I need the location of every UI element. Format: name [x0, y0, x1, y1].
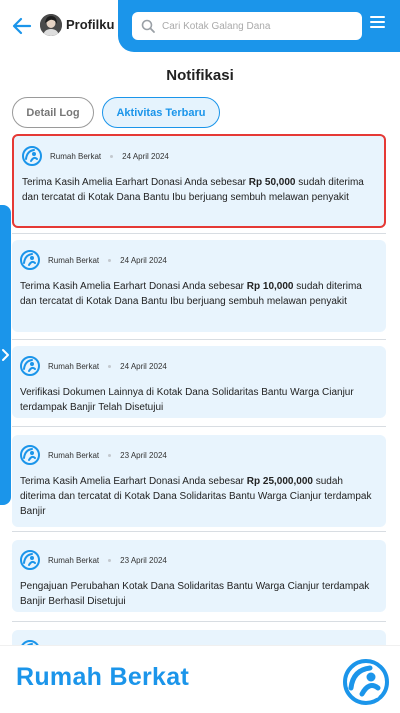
notification-sender: Rumah Berkat: [48, 255, 100, 265]
notification-date: 24 April 2024: [122, 151, 169, 161]
notification-message: Verifikasi Dokumen Lainnya di Kotak Dana Solidaritas Bantu Warga Cianjur terdampak Banjir Telah Disetujui: [20, 387, 354, 413]
side-drawer-handle[interactable]: [0, 205, 11, 505]
notification-card[interactable]: [12, 240, 386, 332]
header: [0, 0, 400, 52]
notification-date: 23 April 2024: [120, 450, 167, 460]
divider: [12, 531, 386, 532]
tab-detail-log[interactable]: Detail Log: [12, 97, 94, 128]
notification-message: Terima Kasih Amelia Earhart Donasi Anda sebesar Rp 10,000 sudah diterima dan tercatat di Kotak Dana Bantu Ibu berjuang sembuh melawan penyakit: [20, 281, 362, 307]
notification-date: 23 April 2024: [120, 555, 167, 565]
brand-name: Rumah Berkat: [16, 663, 190, 691]
card-header: [20, 356, 378, 376]
notification-card[interactable]: [12, 134, 386, 228]
search-input[interactable]: [162, 16, 352, 36]
donation-amount: Rp 10,000: [246, 281, 294, 292]
donation-amount: Rp 25,000,000: [246, 476, 313, 487]
separator-dot: [110, 155, 113, 158]
notification-message: Terima Kasih Amelia Earhart Donasi Anda sebesar Rp 50,000 sudah diterima dan tercatat di Kotak Dana Bantu Ibu berjuang sembuh melawan penyakit: [22, 177, 364, 203]
tab-aktivitas-terbaru[interactable]: Aktivitas Terbaru: [102, 97, 220, 128]
notification-card[interactable]: [12, 435, 386, 527]
search-icon: [140, 18, 156, 34]
rumah-berkat-logo-icon: [20, 550, 40, 570]
rumah-berkat-logo-icon: [22, 146, 42, 166]
card-header: [20, 445, 378, 465]
footer: [0, 645, 400, 713]
rumah-berkat-logo-icon: [20, 445, 40, 465]
card-header: [20, 250, 378, 270]
notification-sender: Rumah Berkat: [48, 450, 100, 460]
notification-message: Pengajuan Perubahan Kotak Dana Solidaritas Bantu Warga Cianjur terdampak Banjir Berhasil Disetujui: [20, 581, 370, 607]
card-header: [20, 550, 378, 570]
notification-card[interactable]: [12, 540, 386, 612]
avatar[interactable]: [40, 14, 62, 36]
separator-dot: [108, 559, 111, 562]
page-title: Notifikasi: [166, 67, 234, 84]
search-box[interactable]: [132, 12, 362, 40]
notification-sender: Rumah Berkat: [48, 555, 100, 565]
header-search-bar: [118, 0, 400, 52]
notification-date: 24 April 2024: [120, 255, 167, 265]
divider: [12, 339, 386, 340]
divider: [12, 426, 386, 427]
notification-sender: Rumah Berkat: [50, 151, 102, 161]
divider: [12, 233, 386, 234]
donation-amount: Rp 50,000: [248, 177, 296, 188]
back-arrow-icon[interactable]: [10, 14, 34, 38]
notification-message: Terima Kasih Amelia Earhart Donasi Anda sebesar Rp 25,000,000 sudah diterima dan tercatat di Kotak Dana Solidaritas Bantu Warga Cianjur terdampak Banjir: [20, 476, 372, 517]
divider: [12, 621, 386, 622]
rumah-berkat-logo[interactable]: [342, 658, 390, 706]
notification-sender: Rumah Berkat: [48, 361, 100, 371]
profile-label[interactable]: Profilku: [66, 17, 115, 32]
card-header: [22, 146, 376, 166]
separator-dot: [108, 259, 111, 262]
notification-date: 24 April 2024: [120, 361, 167, 371]
chevron-right-icon: [1, 348, 10, 362]
notification-card[interactable]: [12, 346, 386, 418]
separator-dot: [108, 454, 111, 457]
separator-dot: [108, 365, 111, 368]
rumah-berkat-logo-icon: [20, 356, 40, 376]
rumah-berkat-logo-icon: [20, 250, 40, 270]
hamburger-menu-icon[interactable]: [370, 16, 390, 34]
